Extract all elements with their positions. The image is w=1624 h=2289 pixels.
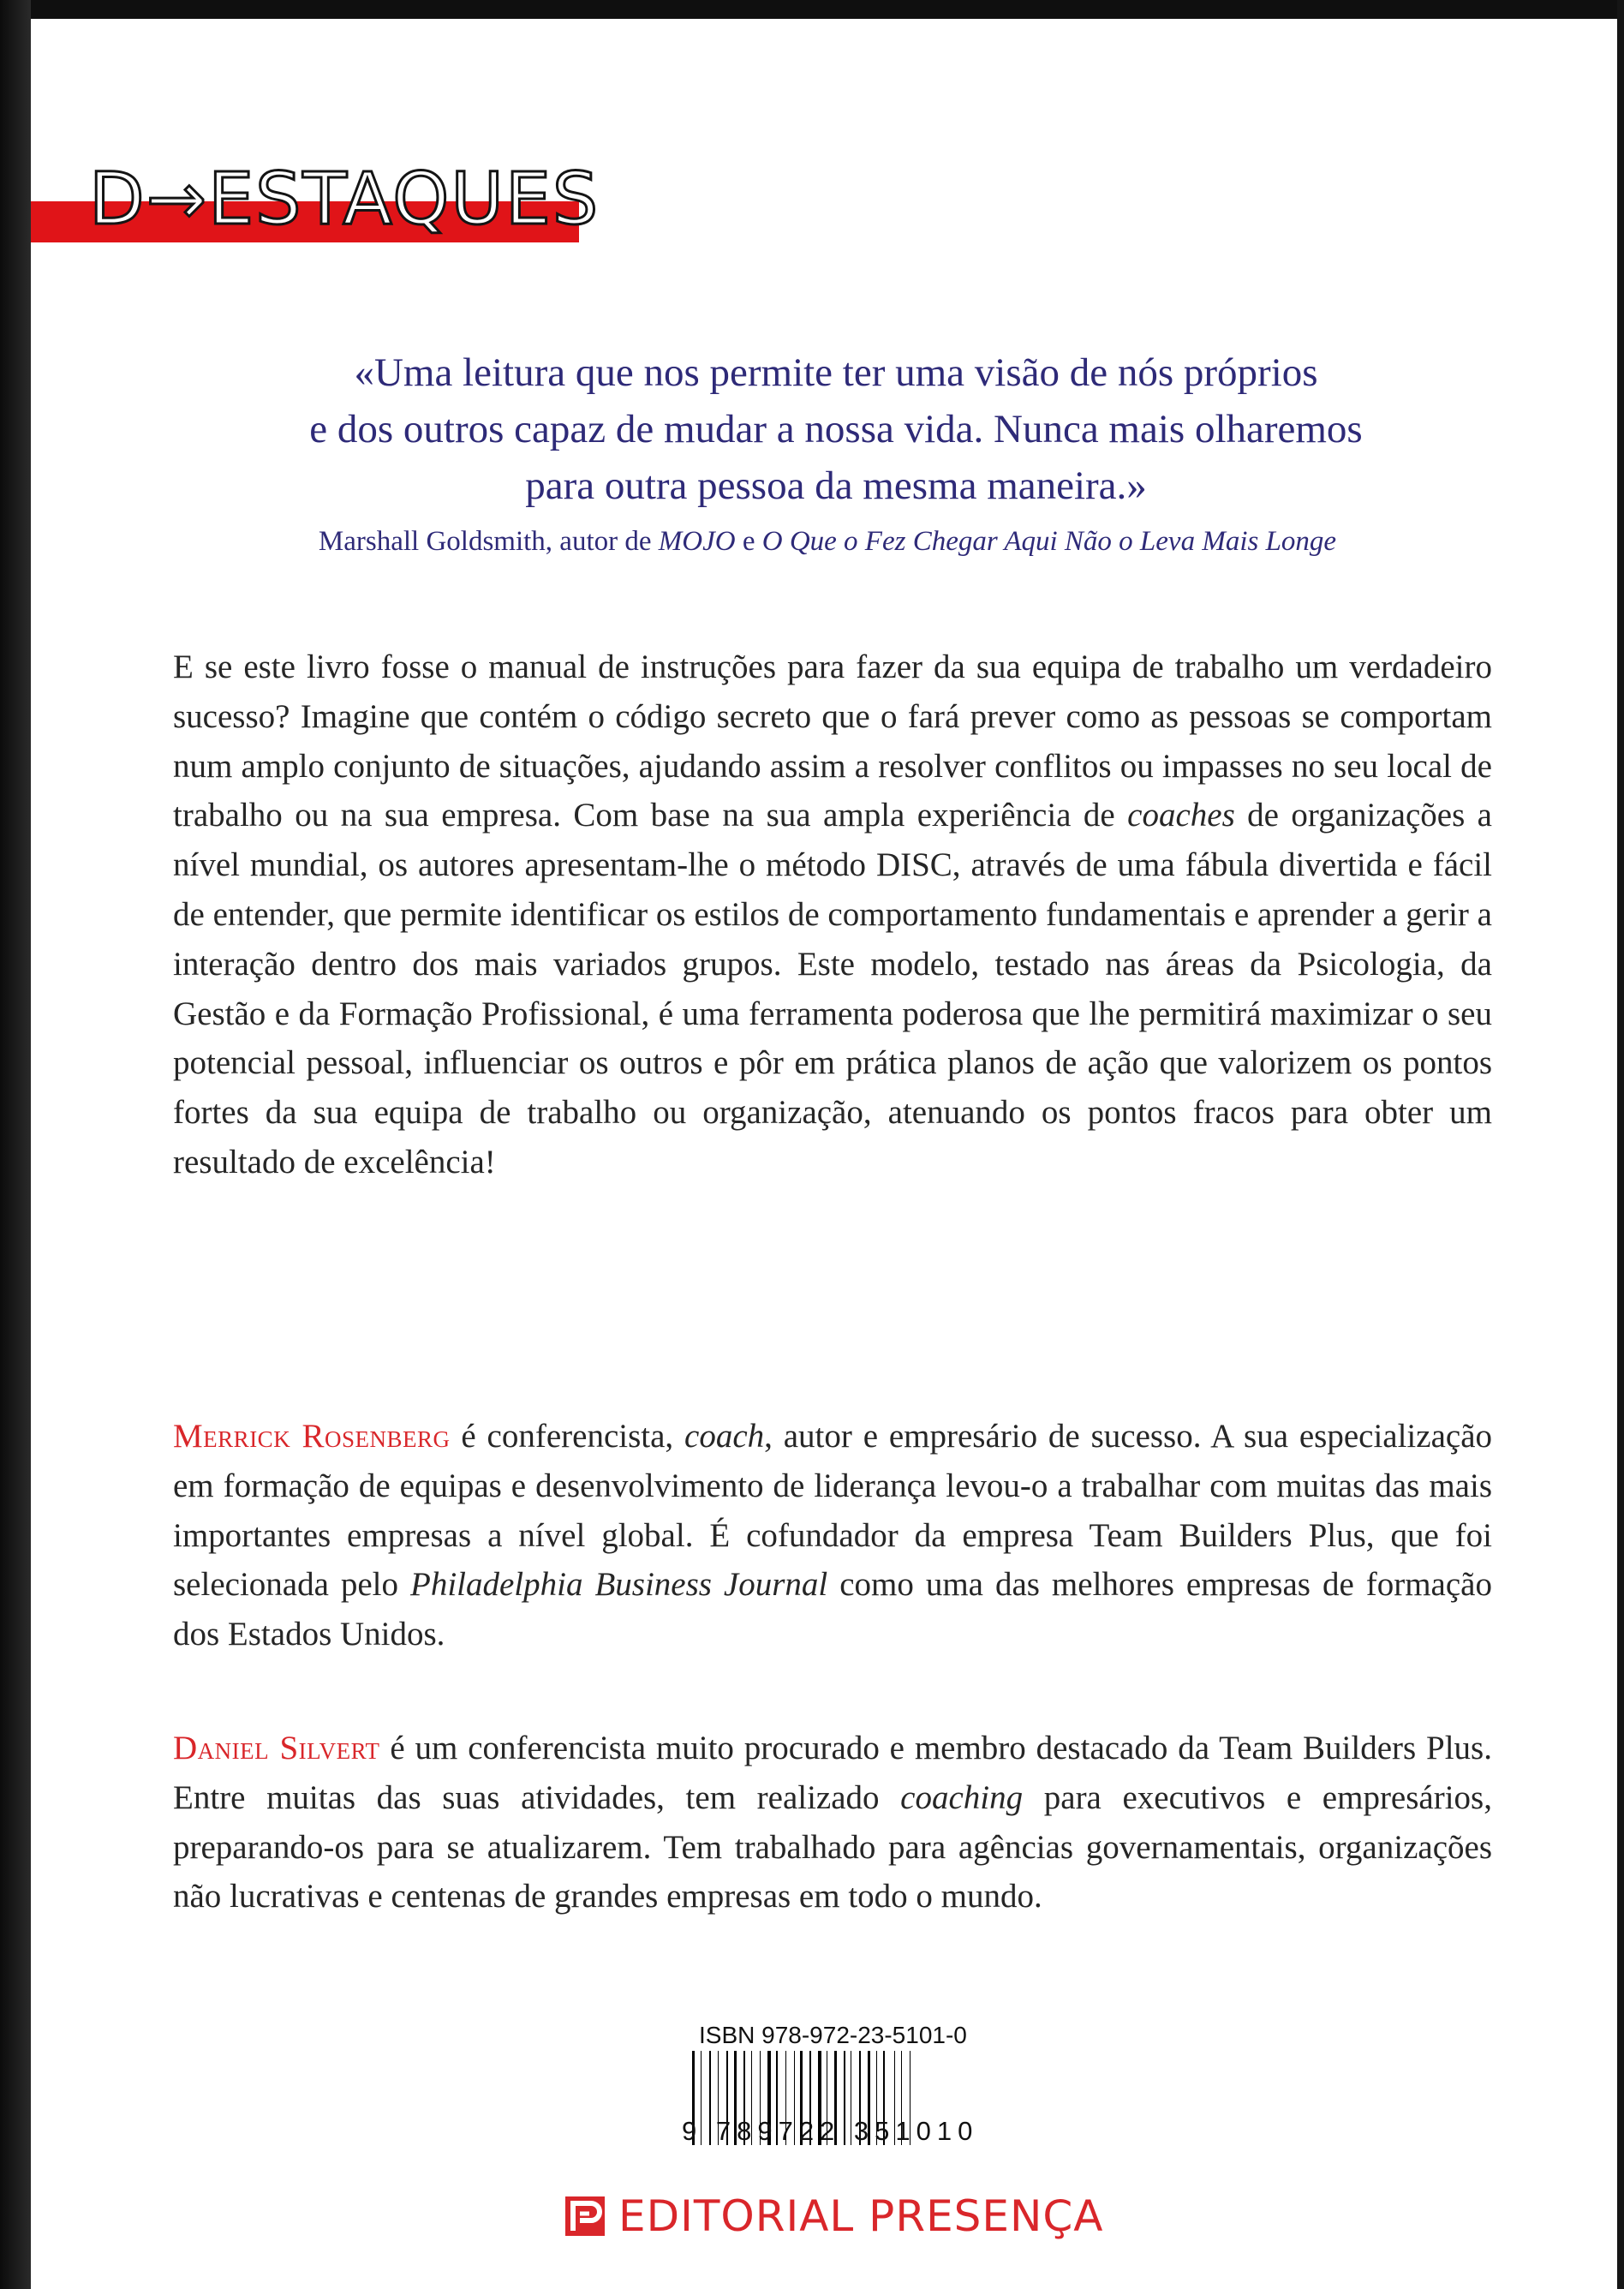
publisher-logo-block — [565, 2186, 1104, 2246]
isbn-label: ISBN 978-972-23-5101-0 — [699, 2022, 967, 2048]
bio-text: para executivos e empresários, preparando-os para se atualizarem. Tem trabalhado para agências governamentais, organizações não lucrativas e centenas de grandes empresas em todo o mundo. — [173, 1778, 1492, 1915]
description-text: de organizações a nível mundial, os autores apresentam-lhe o método DISC, através de uma fábula divertida e fácil de entender, que permite identificar os estilos de comportamento fundamentais e aprender a gerir a interação dentro dos mais variados grupos. Este modelo, testado nas áreas da Psicologia, da Gestão e da Formação Profissional, é uma ferramenta poderosa que lhe permitirá maximizar o seu potencial pessoal, influenciar os outros e pôr em prática planos de ação que valorizem os pontos fortes da sua equipa de trabalho ou organização, atenuando os pontos fracos para obter um resultado de excelência! — [173, 797, 1492, 1180]
bio-italic: Philadelphia Business Journal — [410, 1566, 828, 1604]
bio-text: , autor e empresário de sucesso. A sua especialização em formação de equipas e desenvolvimento de liderança levou-o a trabalhar com muitas das mais importantes empresas a nível global. É cofundador da empresa Team Builders Plus, que foi selecionada pelo — [173, 1418, 1493, 1604]
bio-italic: coach — [684, 1418, 765, 1455]
quote-line: para outra pessoa da mesma maneira.» — [525, 463, 1147, 508]
bio-text: é um conferencista muito procurado e membro destacado da Team Builders Plus. Entre muitas das suas atividades, tem realizado — [173, 1730, 1492, 1816]
attribution-text: Marshall Goldsmith, autor de — [318, 526, 659, 557]
bio-text: como uma das melhores empresas de formação dos Estados Unidos. — [173, 1566, 1492, 1653]
author-bio-silvert — [173, 1724, 1492, 1921]
attribution-book-title: O Que o Fez Chegar Aqui Não o Leva Mais Longe — [761, 526, 1337, 557]
author-name: Merrick Rosenberg — [173, 1418, 451, 1455]
barcode-digits: 9 789722 351010 — [682, 2116, 979, 2146]
destaques-banner — [31, 147, 600, 250]
banner-title: D→ESTAQUES — [89, 157, 600, 241]
author-name: Daniel Silvert — [173, 1730, 380, 1766]
description-text: E se este livro fosse o manual de instruções para fazer da sua equipa de trabalho um verdadeiro sucesso? Imagine que contém o código secreto que o fará prever como as pessoas se comportam num amplo conjunto de situações, ajudando assim a resolver conflitos ou impasses no seu local de trabalho ou na sua empresa. Com base na sua ampla experiência de — [173, 648, 1492, 834]
quote-line: e dos outros capaz de mudar a nossa vida. Nunca mais olharemos — [309, 407, 1363, 451]
attribution-book-title: MOJO — [658, 526, 736, 557]
description-italic: coaches — [1127, 797, 1235, 834]
bio-text: é conferencista, — [450, 1418, 685, 1455]
bio-italic: coaching — [900, 1778, 1024, 1816]
publisher-p-icon — [565, 2196, 605, 2236]
author-bio-rosenberg — [173, 1412, 1492, 1659]
back-cover — [31, 19, 1617, 2289]
book-description — [173, 642, 1492, 1187]
attribution-conjunction: e — [735, 526, 762, 557]
publisher-name: EDITORIAL PRESENÇA — [618, 2191, 1104, 2241]
quote-attribution — [159, 523, 1496, 560]
cover-top-edge — [0, 0, 1624, 19]
quote-line: «Uma leitura que nos permite ter uma visão de nós próprios — [354, 350, 1318, 395]
endorsement-quote — [185, 344, 1487, 514]
cover-right-edge — [1617, 0, 1624, 2289]
cover-left-edge — [0, 0, 31, 2289]
